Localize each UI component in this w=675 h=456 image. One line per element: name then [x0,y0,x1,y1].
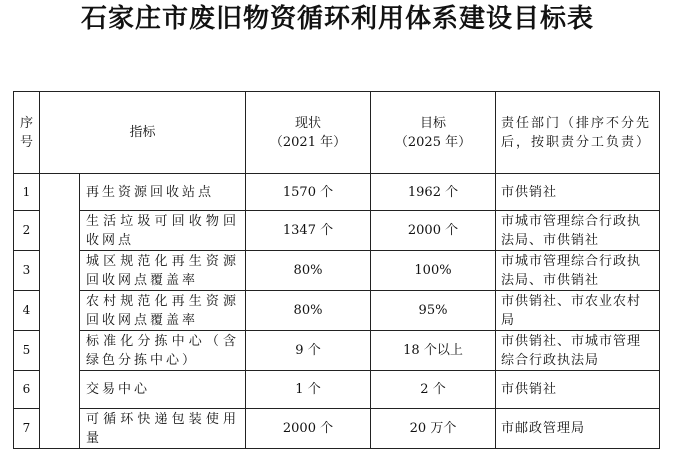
target-value: 95% [371,291,496,331]
dept-cell: 市城市管理综合行政执法局、市供销社 [496,211,660,251]
row-number: 1 [14,174,40,211]
dept-cell: 市城市管理综合行政执法局、市供销社 [496,251,660,291]
current-value: 9 个 [246,331,371,371]
target-value: 100% [371,251,496,291]
table-row [14,331,660,371]
row-number: 7 [14,409,40,449]
indicator-cell: 标准化分拣中心（含绿色分拣中心） [80,331,246,371]
row-number: 5 [14,331,40,371]
document-title: 石家庄市废旧物资循环利用体系建设目标表 [80,4,594,34]
row-number: 3 [14,251,40,291]
target-value: 20 万个 [371,409,496,449]
table-row [14,409,660,449]
row-number: 4 [14,291,40,331]
header-dept: 责任部门（排序不分先后，按职责分工负责） [496,92,660,174]
target-value: 2000 个 [371,211,496,251]
current-value: 2000 个 [246,409,371,449]
table-row [14,371,660,409]
row-number: 6 [14,371,40,409]
current-value: 1 个 [246,371,371,409]
target-value: 18 个以上 [371,331,496,371]
table-row [14,251,660,291]
dept-cell: 市供销社 [496,174,660,211]
table-row [14,211,660,251]
current-value: 80% [246,291,371,331]
current-value: 1570 个 [246,174,371,211]
table-row [14,174,660,211]
indicator-cell: 城区规范化再生资源回收网点覆盖率 [80,251,246,291]
header-seq: 序号 [14,92,40,174]
dept-cell: 市供销社、市农业农村局 [496,291,660,331]
current-value: 1347 个 [246,211,371,251]
group-cell [40,174,80,449]
dept-cell: 市供销社、市城市管理综合行政执法局 [496,331,660,371]
table-header-row [14,92,660,174]
header-target: 目标 （2025 年） [371,92,496,174]
indicator-cell: 生活垃圾可回收物回收网点 [80,211,246,251]
header-indicator: 指标 [40,92,246,174]
table-row [14,291,660,331]
target-value: 1962 个 [371,174,496,211]
indicator-cell: 再生资源回收站点 [80,174,246,211]
indicator-cell: 交易中心 [80,371,246,409]
row-number: 2 [14,211,40,251]
dept-cell: 市邮政管理局 [496,409,660,449]
dept-cell: 市供销社 [496,371,660,409]
current-value: 80% [246,251,371,291]
indicator-cell: 可循环快递包装使用量 [80,409,246,449]
target-table [13,91,660,449]
header-current: 现状 （2021 年） [246,92,371,174]
target-value: 2 个 [371,371,496,409]
indicator-cell: 农村规范化再生资源回收网点覆盖率 [80,291,246,331]
